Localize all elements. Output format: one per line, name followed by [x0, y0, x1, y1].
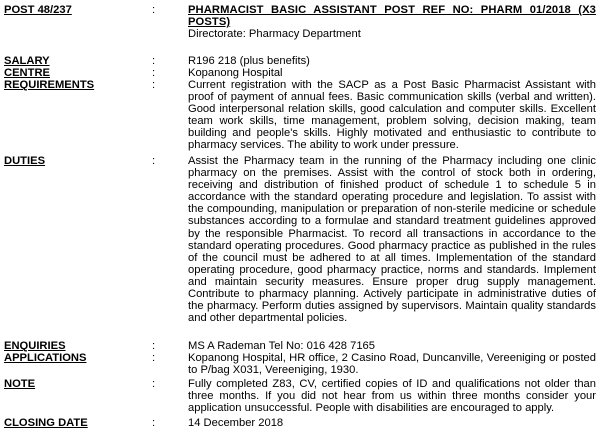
enquiries-colon: : — [152, 340, 156, 352]
applications-label: APPLICATIONS — [4, 352, 87, 364]
post-colon: : — [152, 4, 156, 16]
closing-date-label: CLOSING DATE — [4, 417, 88, 429]
closing-date-value: 14 December 2018 — [188, 417, 284, 429]
requirements-value: Current registration with the SACP as a Post Basic Pharmacist Assistant with proof of payment of annual fees. Basic communication skills (verbal and written). Good interpersonal relation skills, good calculation and computer skills. Excellent team work skills, time management, problem solving, decision making, team building and people's skills. Highly motivated and enthusiastic to contribute to pharmacy services. The ability to work under pressure. — [188, 79, 596, 152]
enquiries-value: MS A Rademan Tel No: 016 428 7165 — [188, 340, 375, 352]
salary-colon: : — [152, 55, 156, 67]
applications-colon: : — [152, 352, 156, 364]
requirements-label: REQUIREMENTS — [4, 79, 95, 91]
post-number-label: POST 48/237 — [4, 4, 72, 16]
centre-value: Kopanong Hospital — [188, 67, 283, 79]
applications-value: Kopanong Hospital, HR office, 2 Casino Road, Duncanville, Vereeniging or posted to P/bag X031, Vereeniging, 1930. — [188, 352, 596, 377]
duties-label: DUTIES — [4, 155, 46, 167]
salary-value: R196 218 (plus benefits) — [188, 55, 310, 67]
requirements-colon: : — [152, 79, 156, 91]
enquiries-label: ENQUIRIES — [4, 340, 66, 352]
note-label: NOTE — [4, 378, 36, 390]
post-title: PHARMACIST BASIC ASSISTANT POST REF NO: PHARM 01/2018 (X3 POSTS) — [188, 4, 596, 29]
note-colon: : — [152, 378, 156, 390]
duties-value: Assist the Pharmacy team in the running of the Pharmacy including one clinic pharmacy on the premises. Assist with the control of stock both in ordering, receiving and distribution of finished product of schedule 1 to schedule 5 in accordance with the standard operating procedure and legislation. To assist with the compounding, manipulation or preparation of non-sterile medicine or schedule substances according to a formulae and standard treatment guidelines approved by the responsible Pharmacist. To record all transactions in accordance to the standard operating procedures. Good pharmacy practice as published in the rules of the council must be adhered to at all times. Implementation of the standard operating procedure, good pharmacy practice, norms and standards. Implement and maintain security measures. Ensure proper drug supply management. Contribute to pharmacy planning. Actively participate in administrative duties of the pharmacy. Perform duties assigned by supervisors. Maintain quality standards and other departmental policies. — [188, 155, 596, 325]
post-details — [188, 4, 596, 40]
centre-colon: : — [152, 67, 156, 79]
salary-label: SALARY — [4, 55, 50, 67]
note-value: Fully completed Z83, CV, certified copies of ID and qualifications not older than three months. If you did not hear from us within three months consider your application unsuccessful. People with disabilities are encouraged to apply. — [188, 378, 596, 415]
centre-label: CENTRE — [4, 67, 50, 79]
duties-colon: : — [152, 155, 156, 167]
post-directorate: Directorate: Pharmacy Department — [188, 28, 361, 41]
closing-date-colon: : — [152, 417, 156, 429]
